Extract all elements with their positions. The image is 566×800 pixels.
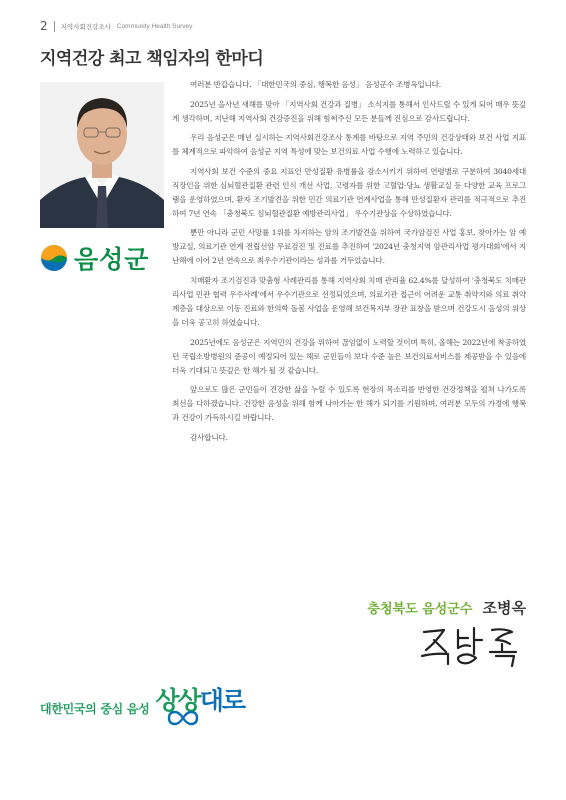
signoff-title: 충청북도 음성군수 [367, 602, 473, 617]
header-section-en: Community Health Survey [116, 22, 193, 30]
paragraph: 2025년 을사년 새해를 맞아 「지역사회 건강과 질병」 소식지를 통해서 인사드릴 수 있게 되어 매우 뜻깊게 생각하며, 지난해 지역사회 건강증진을 위해 힘써주신 모든 분들께 진심으로 감사드립니다. [172, 99, 526, 123]
slogan-banner [40, 686, 251, 730]
paragraph: 뿐만 아니라 군민 사망률 1위를 차지하는 암의 조기발견을 위하여 국가암검진 사업 홍보, 찾아가는 암 예방교실, 의료기관 연계 전립선암 무료검진 및 진료를 추진하여 '2024년 충청지역 암관리사업 평가대회'에서 지난해에 이어 2년 연속으로 최우수기관이라는 성과를 거두었습니다. [172, 228, 526, 266]
header-divider [54, 21, 55, 32]
county-logo-text: 음성군 [74, 245, 150, 274]
handwritten-signature [418, 622, 528, 668]
paragraph: 2025년에도 음성군은 지역민의 건강을 위하여 끊임없이 노력할 것이며 특히, 올해는 2022년에 착공하였던 국립소방병원의 준공이 예정되어 있는 해로 군민들이 보다 수준 높은 보건의료서비스를 제공받을 수 있음에 더욱 기대되고 뜻깊은 한 해가 될 것 같습니다. [172, 337, 526, 375]
county-emblem-icon [40, 244, 68, 272]
page-header [40, 18, 192, 34]
header-section-kr: 지역사회건강조사 [60, 22, 111, 31]
paragraph: 여러분 반갑습니다. 「대한민국의 중심, 행복한 음성」 음성군수 조병옥입니다. [190, 80, 441, 89]
paragraph: 지역사회 보건 수준의 중요 지표인 만성질환 유병률을 감소시키기 위하여 연령별로 구분하여 3040세대 직장인을 위한 심뇌혈관질환 관련 인식 개선 사업, 고령자를 위한 고혈압·당뇨 생활교실 등 다양한 교육 프로그램을 운영하였으며, 환자 조기발견을 위한 민간 의료기관 연계사업을 통해 만성질환자 관리를 적극적으로 추진하여 7년 연속 「충청북도 심뇌혈관질환 예방관리사업」 우수기관상을 수상하였습니다. [172, 166, 526, 218]
portrait-photo [40, 82, 164, 228]
message-body [172, 78, 526, 450]
county-logo [40, 240, 149, 276]
slogan-word-part1: 상상 [155, 686, 200, 715]
paragraph: 앞으로도 많은 군민들이 건강한 삶을 누릴 수 있도록 현장의 목소리를 반영한 건강정책을 펼쳐 나가도록 최선을 다하겠습니다. 건강한 음성을 위해 함께 나아가는 한 해가 되기를 기원하며, 여러분 모두의 가정에 행복과 건강이 가득하시길 바랍니다. [172, 385, 526, 423]
paragraph: 감사합니다. [190, 432, 228, 442]
slogan-word-part2: 대로 [199, 686, 245, 715]
portrait-illustration [40, 82, 164, 228]
page-number: 2 [40, 19, 48, 33]
signoff-name: 조병옥 [482, 599, 526, 617]
paragraph: 우리 음성군은 매년 실시하는 지역사회건강조사 통계를 바탕으로 지역 주민의 건강상태와 보건 사업 지표를 체계적으로 파악하여 음성군 지역 특성에 맞는 보건의료 사업 수행에 노력하고 있습니다. [172, 133, 526, 157]
paragraph: 치매환자 조기검진과 맞춤형 사례관리를 통해 지역사회 치매 관리율 62.4%를 달성하여 '충청북도 치매관리사업 민관 협력 우수사례'에서 우수기관으로 선정되었으며, 의료기관 접근이 어려운 교통 취약지와 의료 취약 계층을 대상으로 이동 진료와 한의학 돌봄 사업을 운영해 보건복지부 장관 표창을 받으며 건강도시 음성의 위상을 더욱 공고히 하였습니다. [172, 275, 526, 327]
signoff [367, 597, 526, 618]
page-title: 지역건강 최고 책임자의 한마디 [40, 49, 264, 69]
slogan-logo [155, 686, 251, 730]
slogan-text: 대한민국의 중심 음성 [40, 701, 150, 716]
infinity-loop-icon [165, 710, 201, 726]
